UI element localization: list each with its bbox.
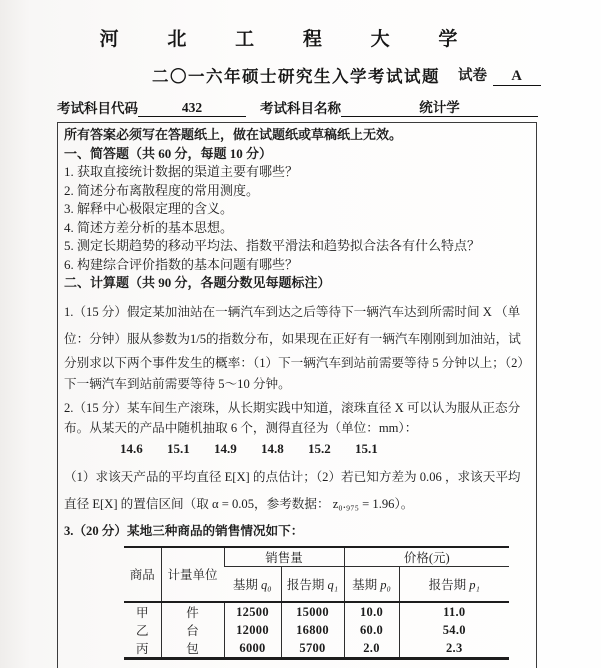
sub-header-label: 报告期 bbox=[428, 577, 470, 592]
section2-heading: 二、计算题（共 90 分，各题分数见每题标注） bbox=[64, 275, 331, 290]
col-header-report-price bbox=[399, 566, 509, 602]
calc-question-1-line-3: 分别求以下两个事件发生的概率：（1）下一辆汽车到站前需要等待 5 分钟以上；（2） bbox=[64, 355, 530, 370]
col-header-report-quantity bbox=[281, 566, 344, 602]
cell-base-quantity: 6000 bbox=[224, 639, 281, 659]
sub-header-variable: p₀ bbox=[380, 577, 391, 592]
measurement-value: 15.2 bbox=[308, 440, 331, 456]
subject-info-row bbox=[57, 97, 601, 117]
cell-report-price: 54.0 bbox=[399, 621, 509, 639]
cell-report-quantity: 15000 bbox=[281, 602, 344, 621]
measurement-value: 14.8 bbox=[261, 440, 284, 456]
cell-product: 甲 bbox=[135, 606, 149, 620]
table-row bbox=[124, 621, 509, 639]
sub-header-label: 报告期 bbox=[286, 577, 328, 592]
subject-code-label: 考试科目代码 bbox=[57, 101, 138, 116]
short-answer-question-2: 2. 简述分布离散程度的常用测度。 bbox=[64, 182, 260, 198]
calc-question-1-line-4: 下一辆汽车到站前需要等待 5～10 分钟。 bbox=[64, 376, 291, 391]
short-answer-question-6: 6. 构建综合评价指数的基本问题有哪些？ bbox=[64, 256, 299, 272]
sub-header-variable: q₀ bbox=[261, 577, 272, 592]
sales-data-table bbox=[124, 546, 509, 661]
paper-version-value: A bbox=[493, 68, 541, 86]
sub-header-variable: p₁ bbox=[469, 577, 480, 592]
cell-report-price: 2.3 bbox=[399, 639, 509, 659]
diameter-measurements bbox=[64, 438, 530, 460]
short-answer-question-1: 1. 获取直接统计数据的渠道主要有哪些？ bbox=[64, 164, 299, 179]
section1-heading: 一、简答题（共 60 分，每题 10 分） bbox=[64, 145, 273, 161]
cell-unit: 台 bbox=[161, 621, 224, 639]
sub-header-label: 基期 bbox=[352, 577, 381, 592]
sub-header-label: 基期 bbox=[232, 577, 262, 592]
measurement-value: 15.1 bbox=[355, 440, 378, 456]
cell-product: 丙 bbox=[135, 642, 149, 656]
cell-base-quantity: 12000 bbox=[224, 621, 281, 639]
col-header-product: 商品 bbox=[124, 547, 161, 603]
cell-base-price: 2.0 bbox=[344, 639, 399, 659]
measurement-value: 14.6 bbox=[120, 440, 143, 456]
paper-version bbox=[458, 64, 541, 86]
exam-title-row bbox=[0, 63, 601, 87]
col-group-price: 价格(元) bbox=[344, 547, 509, 567]
university-title: 河 北 工 程 大 学 bbox=[99, 29, 480, 50]
subject-code-value: 432 bbox=[138, 100, 246, 117]
paper-version-label: 试卷 bbox=[458, 68, 487, 84]
cell-report-quantity: 5700 bbox=[281, 639, 344, 659]
col-group-sales-volume: 销售量 bbox=[224, 547, 344, 567]
cell-unit: 包 bbox=[161, 639, 224, 659]
col-header-unit: 计量单位 bbox=[161, 547, 224, 603]
exam-content-box bbox=[57, 122, 537, 668]
calc-question-2-line-2: 布。从某天的产品中随机抽取 6 个，测得直径为（单位：mm）： bbox=[64, 420, 418, 435]
col-header-base-quantity bbox=[224, 566, 281, 602]
cell-unit: 件 bbox=[161, 602, 224, 621]
measurement-value: 15.1 bbox=[167, 440, 190, 456]
cell-report-price: 11.0 bbox=[399, 602, 509, 621]
cell-base-price: 60.0 bbox=[344, 621, 399, 639]
cell-base-quantity: 12500 bbox=[224, 602, 281, 621]
short-answer-question-3: 3. 解释中心极限定理的含义。 bbox=[64, 201, 234, 216]
table-group-header-row bbox=[124, 547, 509, 567]
calc-question-2-part-2: 直径 E[X] 的置信区间（取 α = 0.05，参考数据： z₀.₉₇₅ = 1.96）。 bbox=[64, 496, 414, 511]
exam-title: 二〇一六年硕士研究生入学考试试题 bbox=[152, 67, 440, 86]
calc-question-3-intro: 3.（20 分）某地三种商品的销售情况如下： bbox=[64, 523, 304, 538]
cell-base-price: 10.0 bbox=[344, 602, 399, 621]
subject-name-label: 考试科目名称 bbox=[260, 101, 341, 116]
calc-question-1-line-2: 位：分钟）服从参数为1/5的指数分布，如果现在正好有一辆汽车刚刚到加油站，试 bbox=[64, 331, 521, 346]
col-header-base-price bbox=[344, 566, 399, 602]
table-row bbox=[124, 639, 509, 659]
calc-question-2-part-1: （1）求该天产品的平均直径 E[X] 的点估计；（2）若已知方差为 0.06 ，求该天平均 bbox=[64, 469, 521, 484]
cell-report-quantity: 16800 bbox=[281, 621, 344, 639]
subject-name-value: 统计学 bbox=[341, 96, 538, 117]
measurement-value: 14.9 bbox=[214, 440, 237, 456]
answer-sheet-notice: 所有答案必须写在答题纸上，做在试题纸或草稿纸上无效。 bbox=[64, 127, 403, 142]
calc-question-1-line-1: 1.（15 分）假定某加油站在一辆汽车到达之后等待下一辆汽车达到所需时间 X （单 bbox=[64, 304, 521, 319]
cell-product: 乙 bbox=[135, 624, 149, 638]
sub-header-variable: q₁ bbox=[327, 577, 339, 592]
short-answer-question-5: 5. 测定长期趋势的移动平均法、指数平滑法和趋势拟合法各有什么特点？ bbox=[64, 238, 481, 253]
calc-question-2-line-1: 2.（15 分）某车间生产滚珠，从长期实践中知道，滚珠直径 X 可以认为服从正态分 bbox=[64, 400, 521, 415]
short-answer-question-4: 4. 简述方差分析的基本思想。 bbox=[64, 219, 234, 235]
table-row bbox=[124, 602, 509, 621]
